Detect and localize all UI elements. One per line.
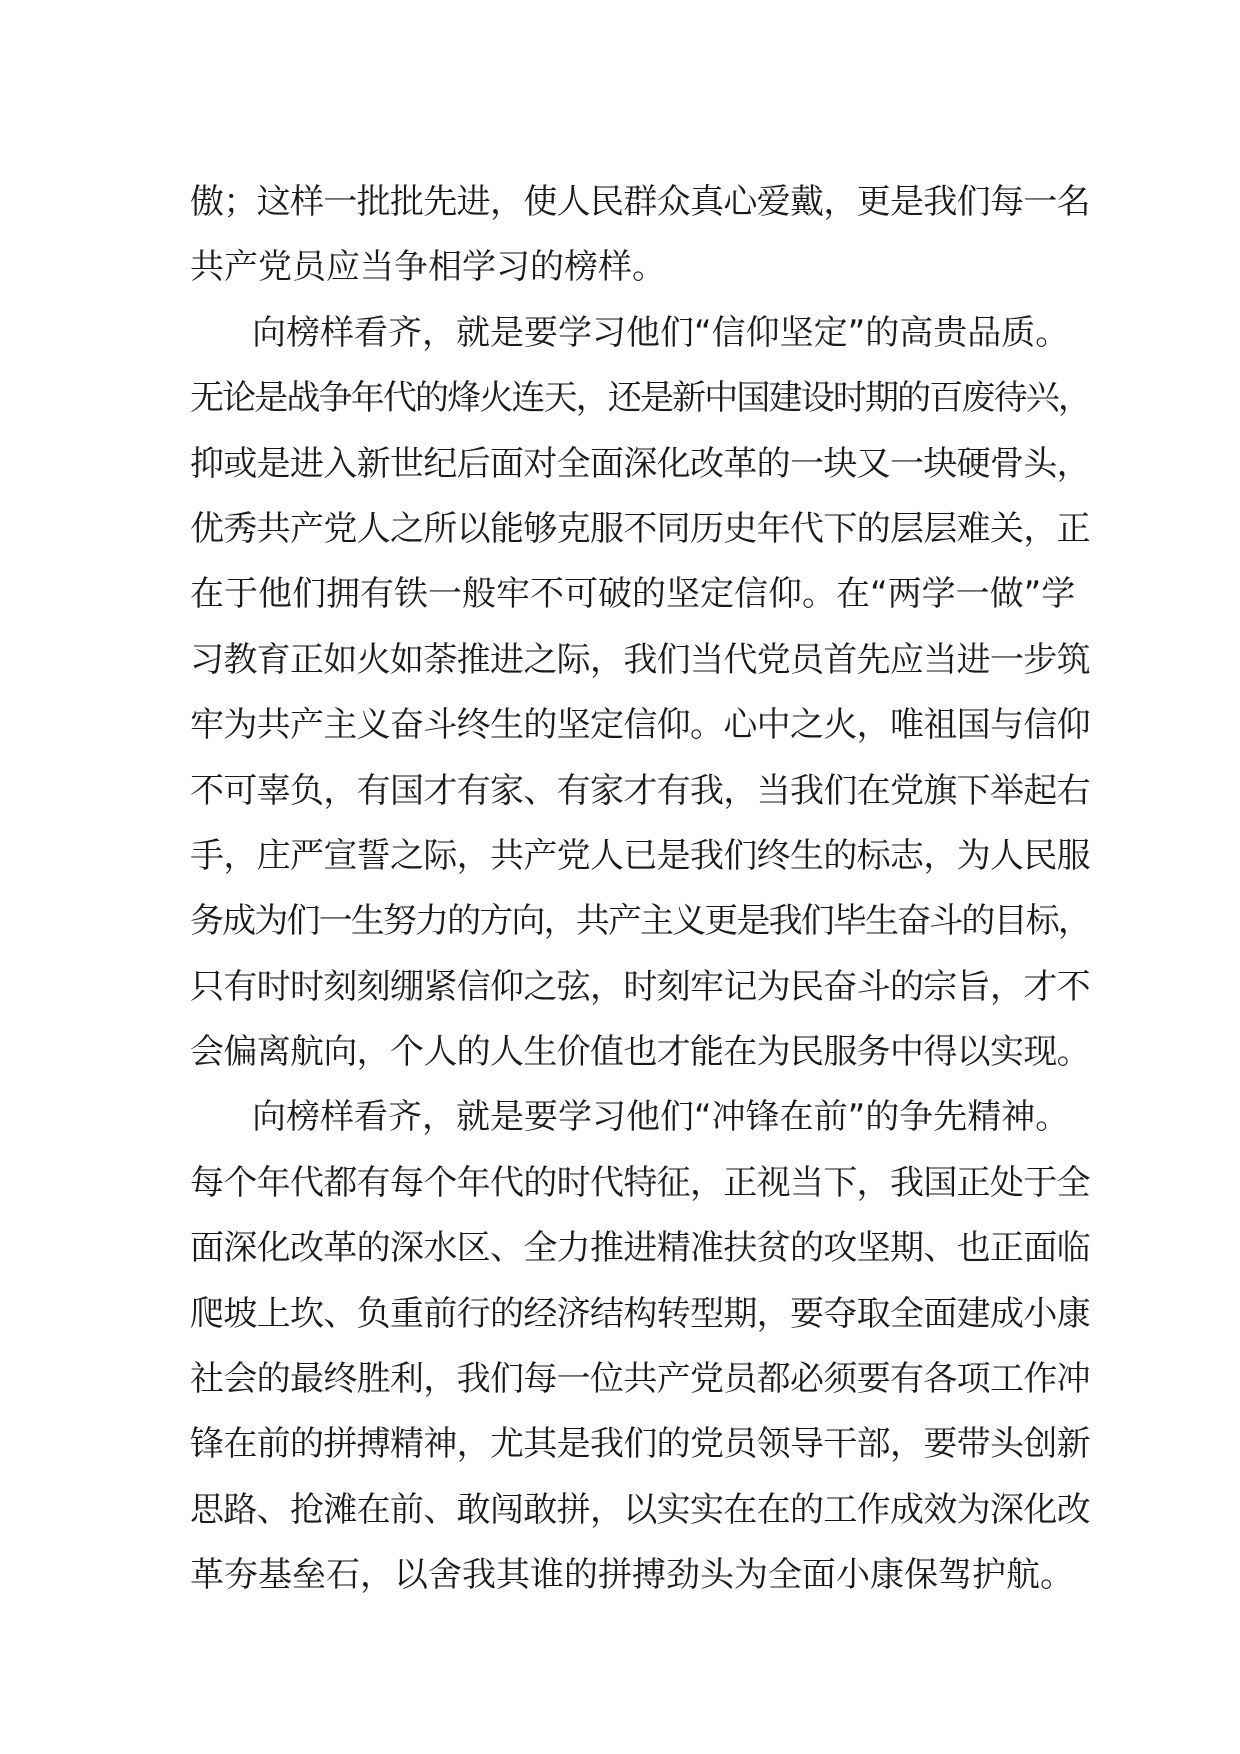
text-line: 社会的最终胜利，我们每一位共产党员都必须要有各项工作冲 bbox=[190, 1359, 1090, 1400]
text-line: 傲；这样一批批先进，使人民群众真心爱戴，更是我们每一名 bbox=[190, 182, 1090, 222]
text-line: 革夯基垒石，以舍我其谁的拼搏劲头为全面小康保驾护航。 bbox=[190, 1555, 1074, 1596]
text-line: 务成为们一生努力的方向，共产主义更是我们毕生奋斗的目标， bbox=[190, 901, 1090, 942]
text-line: 牢为共产主义奋斗终生的坚定信仰。心中之火，唯祖国与信仰 bbox=[190, 705, 1090, 746]
text-line: 在于他们拥有铁一般牢不可破的坚定信仰。在“两学一做”学 bbox=[190, 574, 1076, 615]
text-line: 共产党员应当争相学习的榜样。 bbox=[190, 247, 666, 288]
text-line: 向榜样看齐，就是要学习他们“冲锋在前”的争先精神。 bbox=[252, 1097, 1070, 1138]
text-line: 手，庄严宣誓之际，共产党人已是我们终生的标志，为人民服 bbox=[190, 835, 1090, 876]
text-line: 面深化改革的深水区、全力推进精准扶贫的攻坚期、也正面临 bbox=[190, 1228, 1090, 1269]
text-line: 每个年代都有每个年代的时代特征，正视当下，我国正处于全 bbox=[190, 1162, 1090, 1203]
body-text bbox=[190, 170, 1090, 1609]
text-line: 优秀共产党人之所以能够克服不同历史年代下的层层难关，正 bbox=[190, 508, 1090, 549]
text-line: 会偏离航向，个人的人生价值也才能在为民服务中得以实现。 bbox=[190, 1032, 1090, 1073]
text-line: 无论是战争年代的烽火连天，还是新中国建设时期的百废待兴， bbox=[190, 378, 1090, 419]
text-line: 思路、抢滩在前、敢闯敢拼，以实实在在的工作成效为深化改 bbox=[190, 1489, 1090, 1530]
text-line: 只有时时刻刻绷紧信仰之弦，时刻牢记为民奋斗的宗旨，才不 bbox=[190, 966, 1090, 1007]
text-line: 不可辜负，有国才有家、有家才有我，当我们在党旗下举起右 bbox=[190, 770, 1090, 811]
text-line: 习教育正如火如荼推进之际，我们当代党员首先应当进一步筑 bbox=[190, 639, 1090, 680]
text-line: 锋在前的拼搏精神，尤其是我们的党员领导干部，要带头创新 bbox=[190, 1424, 1090, 1465]
text-line: 抑或是进入新世纪后面对全面深化改革的一块又一块硬骨头， bbox=[190, 443, 1090, 484]
text-line: 向榜样看齐，就是要学习他们“信仰坚定”的高贵品质。 bbox=[252, 312, 1070, 353]
text-line: 爬坡上坎、负重前行的经济结构转型期，要夺取全面建成小康 bbox=[190, 1293, 1090, 1334]
